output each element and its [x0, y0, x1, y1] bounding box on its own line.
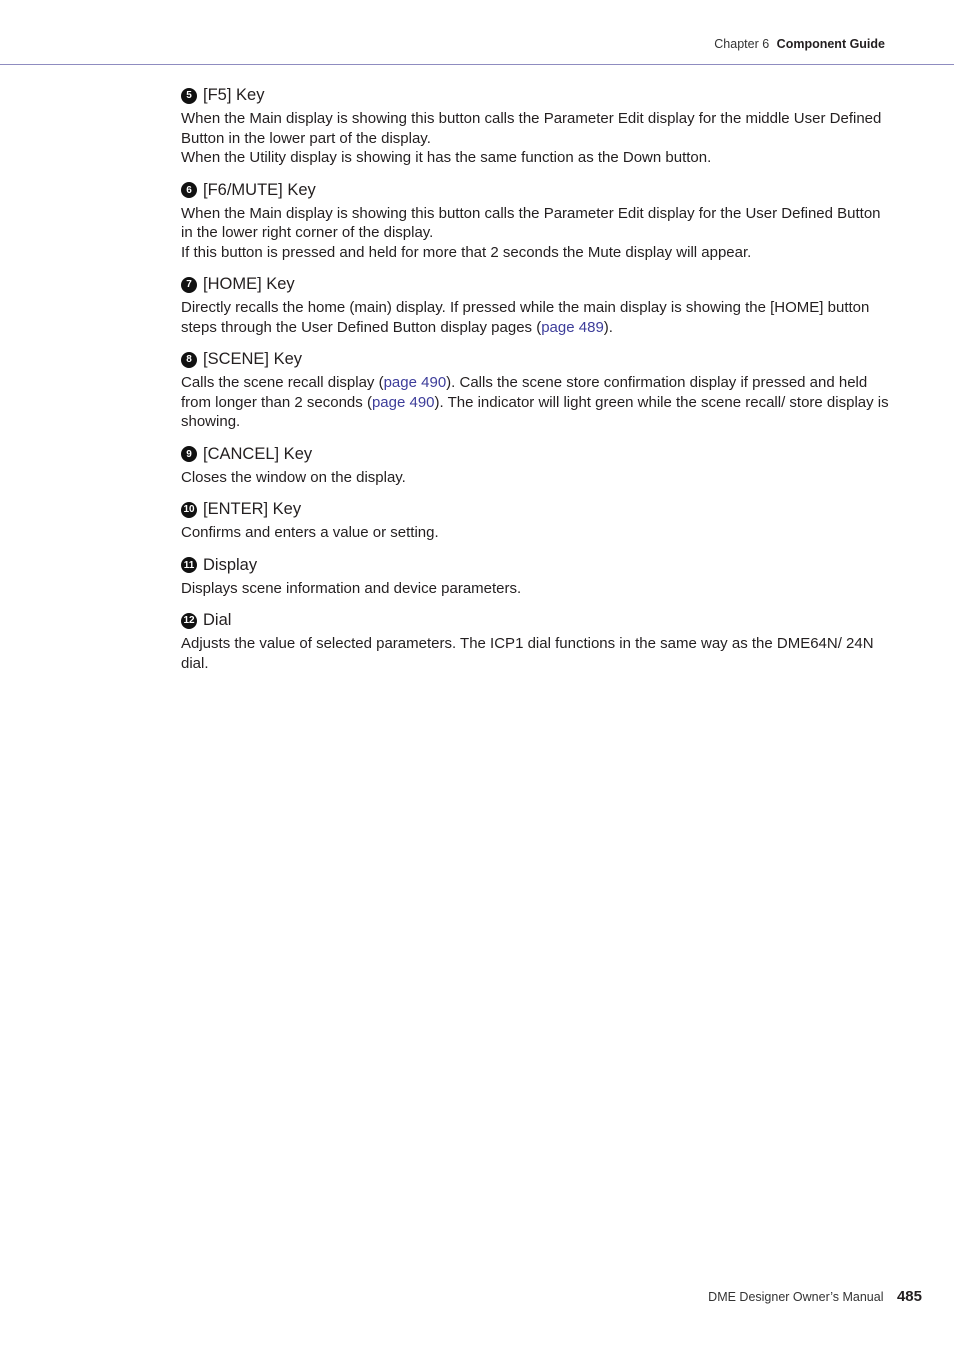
section-title: [ENTER] Key — [203, 500, 302, 518]
chapter-title: Component Guide — [776, 37, 885, 51]
item-number-badge: 8 — [181, 352, 197, 368]
item-number-badge: 10 — [181, 502, 197, 518]
section-paragraph: When the Main display is showing this button calls the Parameter Edit display for the middle User Defined Button in the lower part of the display. — [181, 110, 882, 147]
item-number-badge: 6 — [181, 182, 197, 198]
section-paragraph: Adjusts the value of selected parameters. The ICP1 dial functions in the same way as the DME64N/ 24N dial. — [181, 635, 874, 672]
section-paragraph: When the Utility display is showing it has the same function as the Down button. — [181, 149, 712, 166]
main-content — [181, 85, 891, 685]
page-link[interactable]: page 490 — [371, 393, 435, 411]
section-paragraph: Displays scene information and device parameters. — [181, 579, 522, 597]
page-number: 485 — [896, 1288, 922, 1305]
section-heading — [181, 610, 891, 631]
paragraph-text: Directly recalls the home (main) display. If pressed while the main display is showing the [HOME] button steps through the User Defined Button display pages ( — [181, 299, 870, 336]
section-dial — [181, 610, 891, 673]
page-footer — [708, 1288, 922, 1306]
page-header — [0, 0, 954, 65]
section-title: [SCENE] Key — [203, 350, 303, 368]
section-paragraph — [181, 298, 891, 337]
paragraph-text: ). Calls the scene store confirmation display if pressed and held from longer than 2 seconds ( — [181, 374, 868, 411]
paragraph-text: ). The indicator will light green while the scene recall/ store display is showing. — [181, 393, 889, 430]
section-paragraph: Closes the window on the display. — [181, 468, 406, 486]
section-paragraph: Confirms and enters a value or setting. — [181, 524, 439, 541]
paragraph-text: Calls the scene recall display ( — [181, 374, 384, 391]
section-paragraph: When the Main display is showing this button calls the Parameter Edit display for the User Defined Button in the lower right corner of the display. — [181, 204, 881, 241]
item-number-badge: 7 — [181, 277, 197, 293]
section-display — [181, 555, 891, 599]
section-heading — [181, 499, 891, 520]
section-title: Dial — [203, 611, 232, 629]
section-heading — [181, 444, 891, 465]
section-heading — [181, 274, 891, 295]
item-number-badge: 9 — [181, 446, 197, 462]
section-title: [F6/MUTE] Key — [203, 180, 316, 199]
section-heading — [181, 555, 891, 576]
section-heading — [181, 349, 891, 370]
chapter-label: Chapter 6 — [714, 37, 770, 51]
paragraph-text: ). — [603, 318, 613, 336]
section-title: Display — [203, 555, 258, 574]
item-number-badge: 5 — [181, 88, 197, 104]
section-f5-key — [181, 85, 891, 168]
section-paragraph: If this button is pressed and held for more that 2 seconds the Mute display will appear. — [181, 243, 752, 261]
section-scene-key — [181, 349, 891, 432]
section-heading — [181, 180, 891, 201]
section-title: [HOME] Key — [203, 275, 295, 293]
section-title: [CANCEL] Key — [203, 444, 313, 463]
section-heading — [181, 85, 891, 106]
section-home-key — [181, 274, 891, 337]
item-number-badge: 12 — [181, 613, 197, 629]
page-link[interactable]: page 489 — [541, 318, 604, 336]
section-enter-key — [181, 499, 891, 543]
section-f6-mute-key — [181, 180, 891, 263]
header-text — [714, 37, 885, 51]
section-paragraph — [181, 373, 891, 432]
section-title: [F5] Key — [203, 86, 265, 104]
manual-title: DME Designer Owner’s Manual — [708, 1290, 884, 1304]
item-number-badge: 11 — [181, 557, 197, 573]
page-link[interactable]: page 490 — [383, 374, 447, 391]
section-cancel-key — [181, 444, 891, 488]
